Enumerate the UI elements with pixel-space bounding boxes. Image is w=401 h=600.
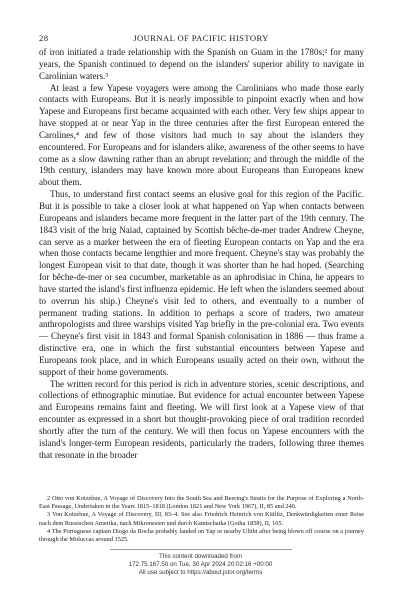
paragraph: At least a few Yapese voyagers were among the Carolinians who made those early contacts with Europeans. But it is nearly impossible to pinpoint exactly when and how Yapese and Europeans first became acquainted with each other. Very few ships appear to have stopped at or near Yap in the three centuries after the first European entered the Carolines,⁴ and few of those visitors had much to say about the islanders they encountered. For Europeans and for islanders alike, awareness of the other seems to have come as a slow dawning rather than an abrupt revelation; and through the middle of the 19th century, islanders may have known more about Europeans than Europeans knew about them. [39, 82, 364, 188]
footnote: 2 Otto von Kotzebue, A Voyage of Discovery Into the South Sea and Beering's Straits for the Purpose of Exploring a North-East Passage, Undertaken in the Years 1815–1818 (London 1821 and New York 1967), II, 85 and 240. [39, 495, 364, 511]
jstor-footer [0, 553, 401, 578]
footnote: 4 The Portuguese captain Diogo da Rocha probably landed on Yap or nearby Ulithi after being blown off course on a journey through the Moluccas around 1525. [39, 527, 364, 544]
journal-title: JOURNAL OF PACIFIC HISTORY [133, 33, 269, 43]
body-text [39, 47, 364, 462]
footer-divider [110, 549, 292, 550]
footnote: 3 Von Kotzebue, A Voyage of Discovery, III, 83–4. See also Friedrich Heinrich von Kittlitz, Denkwürdigkeiten einer Reise nach dem Russischen Amerika, nach Mikronesien und durch Kamtschatka (Gotha 1858), II, 165. [39, 511, 364, 527]
jstor-download-line: This content downloaded from [159, 553, 242, 560]
jstor-ip-timestamp: 172.75.167.50 on Tue, 30 Apr 2024 20:02:16 +00:00 [128, 561, 273, 569]
running-header [39, 33, 363, 45]
jstor-terms-link[interactable]: All use subject to https://about.jstor.org/terms [138, 569, 263, 577]
paragraph: Thus, to understand first contact seems an elusive goal for this region of the Pacific. But it is possible to take a closer look at what happened on Yap when contacts between Europeans and islanders became more frequent in the latter part of the 19th century. The 1843 visit of the brig Naiad, captained by Scottish bêche-de-mer trader Andrew Cheyne, can serve as a marker between the era of fleeting European contacts on Yap and the era when those contacts became lengthier and more frequent. Cheyne's stay was probably the longest European visit to that date, though it was shorter than he had hoped. (Searching for bêche-de-mer or sea cucumber, marketable as an aphrodisiac in China, he appears to have started the island's first influenza epidemic. He left when the islanders seemed about to overrun his ship.) Cheyne's visit led to others, and eventually to a number of permanent trading stations. In addition to perhaps a score of traders, two amateur anthropologists and three warships visited Yap briefly in the pre-colonial era. Two events — Cheyne's first visit in 1843 and formal Spanish colonisation in 1886 — thus frame a distinctive era, one in which the first substantial encounters between Yapese and Europeans took place, and in which Europeans usually acted on their own, without the support of their home governments. [39, 189, 364, 377]
page-number: 28 [39, 33, 49, 43]
paragraph: The written record for this period is rich in adventure stories, scenic descriptions, and collections of ethnographic minutiae. But evidence for actual encounter between Yapese and Europeans remains faint and fleeting. We will first look at a Yapese view of that encounter as expressed in a short but thought-provoking piece of oral tradition recorded shortly after the turn of the century. We will then focus on Yapese encounters with the island's longer-term European residents, particularly the traders, following three themes that resonate in the broader [39, 378, 364, 460]
paragraph: of iron initiated a trade relationship with the Spanish on Guam in the 1780s;² for many years, the Spanish continued to depend on the islanders' superior ability to navigate in Carolinian waters.³ [39, 47, 364, 81]
footnotes [39, 495, 364, 544]
